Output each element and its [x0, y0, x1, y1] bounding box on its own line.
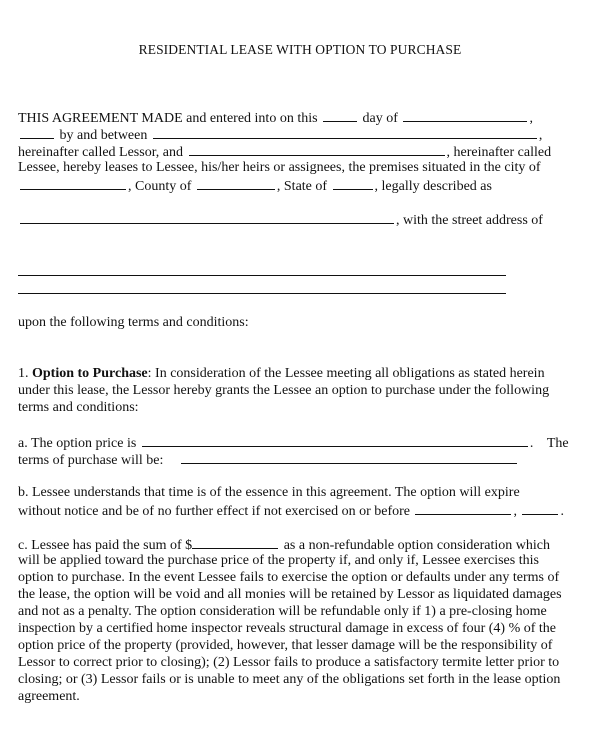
intro-text: day of — [362, 111, 398, 126]
blank-month-field[interactable] — [403, 108, 527, 122]
clause-c-line-7: option price of the property (provided, however, that lesser damage will be the responsibility of — [18, 638, 553, 653]
intro-text: , hereinafter called — [446, 145, 552, 160]
section-text: : In consideration of the Lessee meeting all obligations as stated herein — [147, 366, 545, 381]
clause-text: c. Lessee has paid the sum of $ — [18, 538, 193, 553]
intro-text: hereinafter called Lessor, and — [18, 145, 184, 160]
blank-day-field[interactable] — [323, 108, 357, 122]
intro-text: THIS AGREEMENT MADE and entered into on this — [18, 111, 318, 126]
intro-text: , legally described as — [374, 179, 492, 194]
blank-city-field[interactable] — [20, 176, 126, 190]
intro-line-4: Lessee, hereby leases to Lessee, his/her heirs or assignees, the premises situated in the city of — [18, 160, 541, 175]
intro-line-6 — [18, 210, 543, 229]
intro-text: , — [529, 111, 533, 126]
blank-state-field[interactable] — [333, 176, 373, 190]
clause-c-line-9: closing; or (3) Lessor fails or is unable to meet any of the obligations set forth in the lease option — [18, 672, 561, 687]
clause-c-line-3: option to purchase. In the event Lessee fails to exercise the option or defaults under any terms of — [18, 570, 560, 585]
street-address-line-2 — [18, 280, 508, 299]
clause-c-line-8: Lessor to correct prior to closing); (2) Lessor fails to produce a satisfactory termite letter prior to — [18, 655, 560, 670]
blank-option-consideration-field[interactable] — [192, 535, 278, 549]
section-1-line-1 — [18, 365, 545, 382]
street-address-line-1 — [18, 262, 508, 281]
intro-text: , — [538, 128, 543, 143]
intro-text: , State of — [276, 179, 328, 194]
clause-text: . — [560, 504, 564, 519]
clause-c-line-6: inspection by a certified home inspector reveals structural damage in excess of four (4) % of the — [18, 621, 557, 636]
blank-year-field[interactable] — [20, 125, 54, 139]
blank-expiry-date-field[interactable] — [415, 501, 511, 515]
clause-text: terms of purchase will be: — [18, 453, 164, 468]
intro-text: , County of — [128, 179, 192, 194]
clause-text: as a non-refundable option consideration which — [283, 538, 550, 553]
intro-line-5 — [18, 176, 492, 195]
clause-c-line-10: agreement. — [18, 689, 80, 704]
terms-intro: upon the following terms and conditions: — [18, 315, 249, 330]
blank-street-address-field[interactable] — [18, 280, 506, 294]
clause-c-line-5: and not as a penalty. The option consideration will be refundable only if 1) a pre-closing home — [18, 604, 547, 619]
intro-text: , with the street address of — [396, 213, 543, 228]
clause-c-line-2: will be applied toward the purchase price of the property if, and only if, Lessee exercises this — [18, 553, 539, 568]
clause-text: , — [513, 504, 517, 519]
clause-text: a. The option price is — [18, 436, 137, 451]
blank-county-field[interactable] — [197, 176, 275, 190]
blank-lessor-name-field[interactable] — [153, 125, 537, 139]
blank-option-price-field[interactable] — [142, 433, 528, 447]
clause-b-line-1: b. Lessee understands that time is of the essence in this agreement. The option will expire — [18, 485, 520, 500]
blank-lessee-name-field[interactable] — [189, 142, 445, 156]
clause-b-line-2 — [18, 501, 564, 520]
section-1-line-3: terms and conditions: — [18, 400, 139, 415]
clause-c-line-4: the lease, the option will be void and all monies will be retained by Lessor as liquidated damages — [18, 587, 562, 602]
clause-text: . — [529, 436, 534, 451]
clause-a-line-2 — [18, 450, 519, 469]
clause-text: The — [546, 436, 569, 451]
section-1-line-2: under this lease, the Lessor hereby grants the Lessee an option to purchase under the following — [18, 383, 550, 398]
clause-text: without notice and be of no further effect if not exercised on or before — [18, 504, 410, 519]
intro-text: by and between — [59, 128, 148, 143]
document-title: RESIDENTIAL LEASE WITH OPTION TO PURCHASE — [138, 42, 462, 57]
section-1-number: 1. — [18, 366, 29, 381]
blank-expiry-year-field[interactable] — [522, 501, 558, 515]
blank-terms-of-purchase-field[interactable] — [181, 450, 517, 464]
blank-legal-description-field[interactable] — [20, 210, 394, 224]
section-1-heading: Option to Purchase — [32, 366, 148, 381]
blank-street-address-field[interactable] — [18, 262, 506, 276]
